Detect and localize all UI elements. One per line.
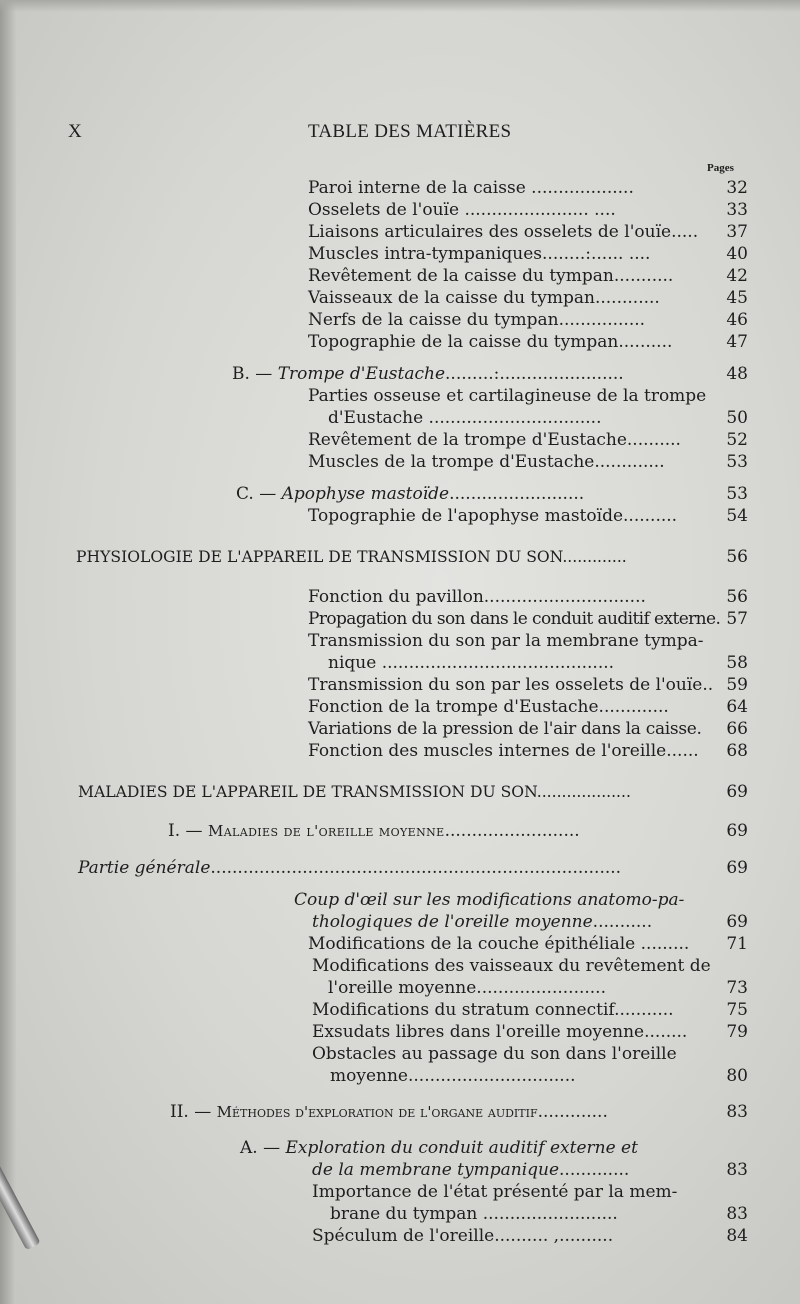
toc-page-number: 53: [726, 484, 748, 504]
toc-entry: Revêtement de la trompe d'Eustache..........: [308, 430, 681, 450]
pages-column-label: Pages: [707, 162, 734, 174]
toc-entry: Liaisons articulaires des osselets de l'ouïe.....: [308, 222, 699, 242]
toc-page-number: 56: [726, 587, 748, 607]
toc-page-number: 69: [726, 782, 748, 802]
page-number: X: [68, 121, 82, 142]
toc-entry: Revêtement de la caisse du tympan...........: [308, 266, 674, 286]
toc-page-number: 68: [726, 741, 748, 761]
toc-page-number: 37: [726, 222, 748, 242]
toc-entry: Modifications des vaisseaux du revêtement de: [312, 956, 711, 976]
toc-page-number: 73: [726, 978, 748, 998]
toc-section-entry: C. — Apophyse mastoïde.........................: [236, 484, 585, 504]
toc-entry: Topographie de la caisse du tympan..........: [308, 332, 673, 352]
toc-entry: brane du tympan .........................: [330, 1204, 618, 1224]
toc-page-number: 50: [726, 408, 748, 428]
toc-entry: Nerfs de la caisse du tympan................: [308, 310, 646, 330]
toc-page-number: 52: [726, 430, 748, 450]
toc-entry: Propagation du son dans le conduit auditif externe.: [308, 609, 721, 629]
toc-entry: Muscles intra-tympaniques........:...... ....: [308, 244, 651, 264]
toc-page-number: 64: [726, 697, 748, 717]
toc-page-number: 59: [726, 675, 748, 695]
toc-entry: Paroi interne de la caisse ...................: [308, 178, 634, 198]
toc-entry: Muscles de la trompe d'Eustache.............: [308, 452, 665, 472]
toc-entry: Fonction des muscles internes de l'oreille......: [308, 741, 699, 761]
toc-section-entry: II. — Méthodes d'exploration de l'organe auditif.............: [170, 1102, 608, 1122]
toc-page-number: 58: [726, 653, 748, 673]
toc-page-number: 83: [726, 1102, 748, 1122]
toc-page-number: 69: [726, 821, 748, 841]
toc-entry: Transmission du son par les osselets de l'ouïe..: [308, 675, 714, 695]
toc-page-number: 79: [726, 1022, 748, 1042]
toc-entry: l'oreille moyenne........................: [328, 978, 606, 998]
toc-entry: Modifications du stratum connectif...........: [312, 1000, 674, 1020]
page-title: TABLE DES MATIÈRES: [308, 121, 512, 142]
toc-entry: Fonction du pavillon..............................: [308, 587, 646, 607]
toc-entry: Osselets de l'ouïe ....................... ....: [308, 200, 616, 220]
toc-entry: Exsudats libres dans l'oreille moyenne........: [312, 1022, 688, 1042]
toc-page-number: 48: [726, 364, 748, 384]
toc-entry: thologiques de l'oreille moyenne...........: [312, 912, 653, 932]
toc-entry: d'Eustache ................................: [328, 408, 602, 428]
page-edge-shadow: [0, 0, 16, 1304]
page-top-shadow: [0, 0, 800, 12]
toc-entry: nique ...........................................: [328, 653, 615, 673]
toc-section-entry: I. — Maladies de l'oreille moyenne.........................: [168, 821, 580, 841]
toc-page-number: 75: [726, 1000, 748, 1020]
toc-chapter-entry: MALADIES DE L'APPAREIL DE TRANSMISSION DU SON...................: [78, 783, 631, 801]
toc-page-number: 53: [726, 452, 748, 472]
toc-entry: Transmission du son par la membrane tympa-: [308, 631, 704, 651]
toc-page-number: 45: [726, 288, 748, 308]
toc-section-entry: A. — Exploration du conduit auditif externe et: [240, 1138, 638, 1158]
toc-section-entry: B. — Trompe d'Eustache.........:.......................: [232, 364, 624, 384]
toc-page-number: 66: [726, 719, 748, 739]
toc-page-number: 54: [726, 506, 748, 526]
toc-page-number: 33: [726, 200, 748, 220]
toc-part-entry: Partie générale............................................................................: [78, 858, 622, 878]
toc-page-number: 69: [726, 858, 748, 878]
toc-page-number: 47: [726, 332, 748, 352]
toc-page-number: 56: [726, 547, 748, 567]
toc-entry: Parties osseuse et cartilagineuse de la trompe: [308, 386, 707, 406]
toc-entry: Importance de l'état présenté par la mem-: [312, 1182, 678, 1202]
toc-entry: Vaisseaux de la caisse du tympan............: [308, 288, 660, 308]
toc-entry: Topographie de l'apophyse mastoïde..........: [308, 506, 678, 526]
toc-page-number: 83: [726, 1204, 748, 1224]
toc-entry: Variations de la pression de l'air dans la caisse.: [308, 719, 702, 739]
toc-page-number: 71: [726, 934, 748, 954]
toc-entry: Spéculum de l'oreille.......... ,..........: [312, 1226, 614, 1246]
toc-page-number: 84: [726, 1226, 748, 1246]
toc-page-number: 80: [726, 1066, 748, 1086]
toc-page-number: 46: [726, 310, 748, 330]
toc-page-number: 40: [726, 244, 748, 264]
toc-chapter-entry: PHYSIOLOGIE DE L'APPAREIL DE TRANSMISSION DU SON.............: [76, 548, 627, 566]
toc-entry: moyenne...............................: [330, 1066, 576, 1086]
toc-entry: de la membrane tympanique.............: [312, 1160, 630, 1180]
toc-entry: Fonction de la trompe d'Eustache.............: [308, 697, 669, 717]
toc-entry: Coup d'œil sur les modifications anatomo-pa-: [294, 890, 685, 910]
toc-page-number: 83: [726, 1160, 748, 1180]
toc-page-number: 69: [726, 912, 748, 932]
toc-page-number: 32: [726, 178, 748, 198]
toc-entry: Obstacles au passage du son dans l'oreille: [312, 1044, 677, 1064]
toc-page-number: 42: [726, 266, 748, 286]
toc-page-number: 57: [726, 609, 748, 629]
toc-entry: Modifications de la couche épithéliale .........: [308, 934, 690, 954]
